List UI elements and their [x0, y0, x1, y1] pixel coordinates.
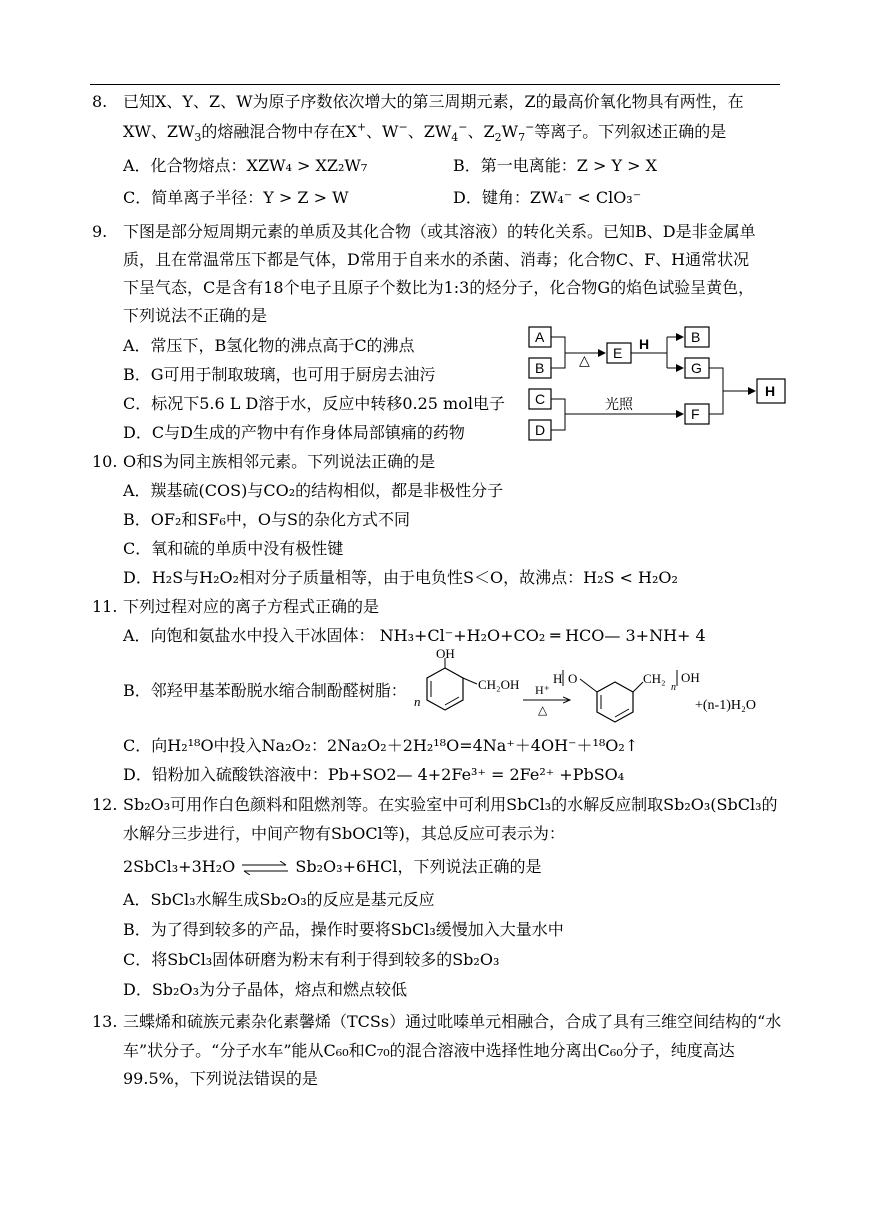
product-h: H	[553, 671, 563, 686]
q10-stem: O和S为同主族相邻元素。下列说法正确的是	[123, 452, 436, 471]
box-g-label: G	[691, 360, 702, 376]
product-ch2: CH₂	[643, 671, 666, 686]
box-a-label: A	[535, 329, 545, 345]
benzene-ring-product	[597, 682, 633, 722]
q12-option-b: B．为了得到较多的产品，操作时要将SbCl₃缓慢加入大量水中	[123, 920, 564, 939]
equation-products: Sb₂O₃+6HCl	[295, 857, 398, 876]
reagent-h-label: H	[639, 336, 650, 352]
heat-symbol: △	[579, 352, 590, 368]
box-b-output-label: B	[691, 329, 701, 345]
benzene-ring-reactant	[427, 668, 463, 710]
equilibrium-arrow-icon	[240, 861, 290, 875]
header-rule	[90, 84, 780, 85]
q13-stem-line3: 99.5%，下列说法错误的是	[123, 1069, 318, 1088]
q12-option-c: C．将SbCl₃固体研磨为粉末有利于得到较多的Sb₂O₃	[123, 950, 500, 969]
coefficient-n: n	[414, 694, 421, 709]
question-number-11: 11.	[92, 597, 118, 616]
q8-option-d: D．键角：ZW₄⁻ < ClO₃⁻	[453, 188, 642, 207]
box-c-label: C	[535, 391, 546, 407]
q11-option-a: A．向饱和氨盐水中投入干冰固体： NH₃+Cl⁻+H₂O+CO₂ ═ HCO— 3+NH+ 4	[123, 626, 706, 645]
water-byproduct: +(n-1)H₂O	[695, 698, 756, 713]
box-d-label: D	[535, 422, 546, 438]
q9-option-c: C．标况下5.6 L D溶于水，反应中转移0.25 mol电子	[123, 394, 505, 413]
q10-option-c: C．氧和硫的单质中没有极性键	[123, 539, 344, 558]
question-number-12: 12.	[92, 795, 118, 814]
product-n: n	[671, 682, 676, 693]
q8-option-a: A．化合物熔点：XZW₄ > XZ₂W₇	[123, 156, 368, 175]
product-oh: OH	[681, 670, 700, 685]
catalyst-h-plus: H⁺	[535, 683, 550, 697]
question-number-13: 13.	[92, 1012, 118, 1031]
q9-stem-line1: 下图是部分短周期元素的单质及其化合物（或其溶液）的转化关系。已知B、D是非金属单	[123, 222, 756, 241]
q11-option-b-label: B．邻羟甲基苯酚脱水缩合制酚醛树脂：	[123, 681, 407, 700]
q10-option-b: B．OF₂和SF₆中，O与S的杂化方式不同	[123, 510, 410, 529]
box-b-label: B	[535, 360, 545, 376]
q12-stem-line1: Sb₂O₃可用作白色颜料和阻燃剂等。在实验室中可利用SbCl₃的水解反应制取Sb₂O₃(SbCl₃的	[123, 795, 778, 814]
q8-stem-line1: 已知X、Y、Z、W为原子序数依次增大的第三周期元素，Z的最高价氧化物具有两性，在	[123, 92, 744, 111]
q12-option-d: D．Sb₂O₃为分子晶体，熔点和燃点较低	[123, 980, 407, 999]
q12-stem-line2: 水解分三步进行，中间产物有SbOCl等)，其总反应可表示为：	[123, 824, 565, 843]
q8-stem-line2: XW、$ZW_3$的熔融混合物中存在X+、W−、$ZW_4^-$、$Z_2W_7^-$等离子。下列叙述正确的是	[123, 120, 727, 145]
product-o: O	[568, 671, 578, 686]
question-number-8: 8.	[92, 92, 108, 111]
q8-option-b: B．第一电离能：Z > Y > X	[453, 156, 657, 175]
equation-reactants: 2SbCl₃+3H₂O	[123, 857, 236, 876]
q9-option-d: D．C与D生成的产物中有作身体局部镇痛的药物	[123, 423, 465, 442]
q9-option-a: A．常压下，B氢化物的沸点高于C的沸点	[123, 336, 415, 355]
q8-option-c: C．简单离子半径：Y > Z > W	[123, 188, 349, 207]
phenol-resin-equation	[405, 648, 775, 728]
q13-stem-line1: 三蝶烯和硫族元素杂化素馨烯（TCSs）通过吡嗪单元相融合，合成了具有三维空间结构的“水	[123, 1012, 782, 1031]
box-h-label: H	[765, 383, 776, 399]
q12-option-a: A．SbCl₃水解生成Sb₂O₃的反应是基元反应	[123, 890, 435, 909]
heat-symbol-b: △	[538, 703, 548, 717]
q9-stem-line2: 质，且在常温常压下都是气体，D常用于自来水的杀菌、消毒；化合物C、F、H通常状况	[123, 250, 750, 269]
question-number-9: 9.	[92, 222, 108, 241]
q13-stem-line2: 车”状分子。“分子水车”能从C₆₀和C₇₀的混合溶液中选择性地分离出C₆₀分子，纯度高达	[123, 1041, 735, 1060]
q9-stem-line3: 下呈气态，C是含有18个电子且原子个数比为1:3的烃分子，化合物G的焰色试验呈黄色，	[123, 278, 755, 297]
conversion-diagram	[525, 323, 787, 445]
box-f-label: F	[691, 406, 700, 422]
q10-option-d: D．H₂S与H₂O₂相对分子质量相等，由于电负性S＜O，故沸点：H₂S < H₂O₂	[123, 568, 678, 587]
q9-option-b: B．G可用于制取玻璃，也可用于厨房去油污	[123, 365, 436, 384]
q10-option-a: A．羰基硫(COS)与CO₂的结构相似，都是非极性分子	[123, 481, 504, 500]
box-e-label: E	[613, 345, 623, 361]
q11-option-c: C．向H₂¹⁸O中投入Na₂O₂：2Na₂O₂＋2H₂¹⁸O=4Na⁺＋4OH⁻＋¹⁸O₂↑	[123, 736, 639, 755]
q12-equation: 2SbCl₃+3H₂O Sb₂O₃+6HCl，下列说法正确的是	[123, 857, 542, 876]
reactant-ch2oh: CH₂OH	[478, 677, 520, 692]
q11-stem: 下列过程对应的离子方程式正确的是	[123, 597, 380, 616]
question-number-10: 10.	[92, 452, 118, 471]
q9-stem-line4: 下列说法不正确的是	[123, 306, 268, 325]
q11-option-d: D．铅粉加入硫酸铁溶液中：Pb+SO2— 4+2Fe³⁺ = 2Fe²⁺ +PbSO₄	[123, 765, 625, 784]
light-condition: 光照	[605, 396, 633, 412]
reactant-oh: OH	[436, 648, 455, 661]
